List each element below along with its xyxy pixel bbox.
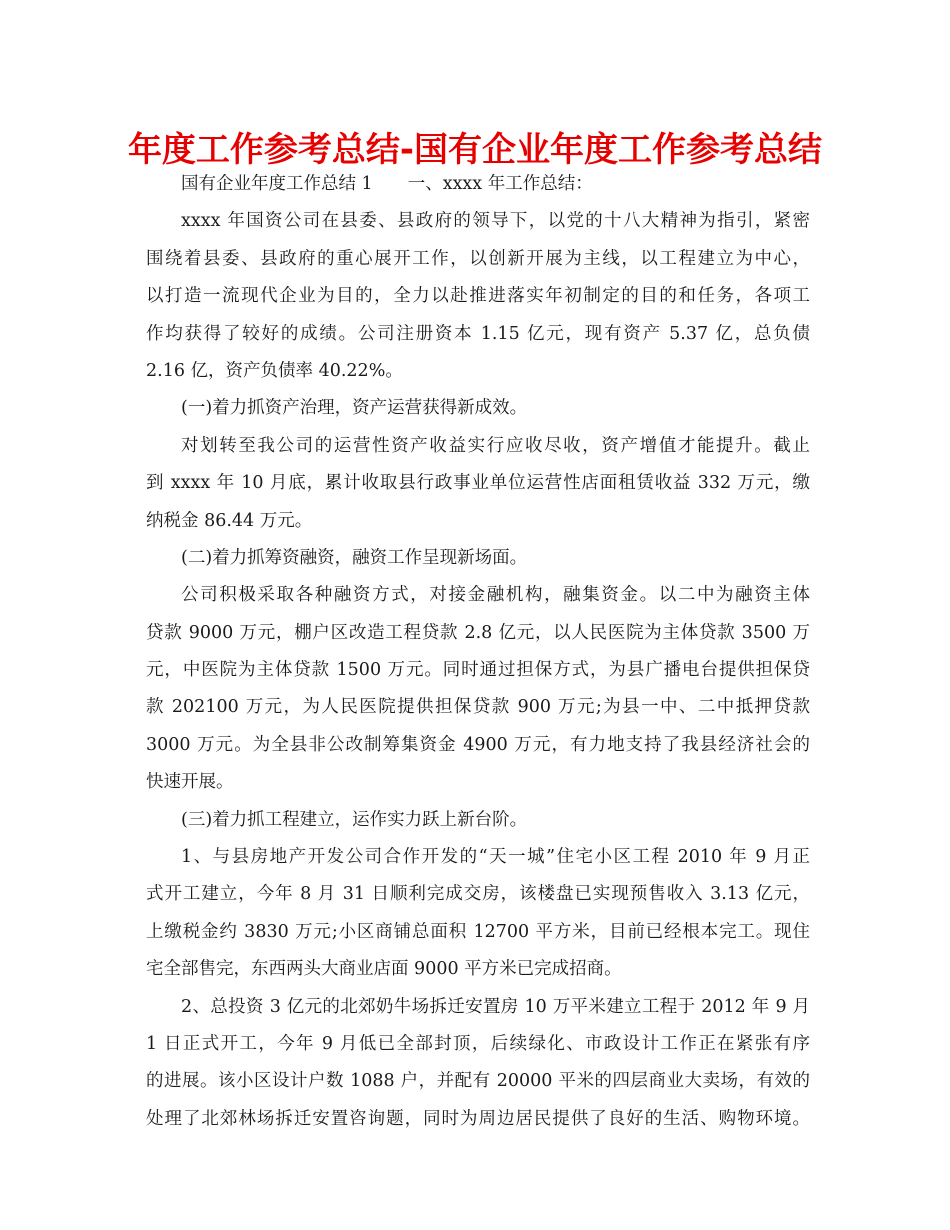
- text-line: (二)着力抓筹资融资，融资工作呈现新场面。: [181, 547, 528, 568]
- text-line: 对划转至我公司的运营性资产收益实行应收尽收，资产增值才能提升。截止: [181, 435, 810, 456]
- text-line: 作均获得了较好的成绩。公司注册资本 1.15 亿元，现有资产 5.37 亿，总负债: [146, 323, 810, 344]
- text-line: 纳税金 86.44 万元。: [146, 510, 313, 531]
- text-line: 处理了北郊林场拆迁安置咨询题，同时为周边居民提供了良好的生活、购物环境。: [146, 1108, 810, 1129]
- text-line: 2、总投资 3 亿元的北郊奶牛场拆迁安置房 10 万平米建立工程于 2012 年 9 月: [181, 996, 810, 1017]
- text-line: xxxx 年国资公司在县委、县政府的领导下，以党的十八大精神为指引，紧密: [181, 211, 810, 232]
- text-line: 快速开展。: [146, 772, 234, 793]
- text-line: 3000 万元。为全县非公改制筹集资金 4900 万元，有力地支持了我县经济社会的: [146, 734, 810, 755]
- text-line: 1、与县房地产开发公司合作开发的“天一城”住宅小区工程 2010 年 9 月正: [181, 847, 810, 868]
- document-title: 年度工作参考总结-国有企业年度工作参考总结: [127, 130, 823, 170]
- text-line: 以打造一流现代企业为目的，全力以赴推进落实年初制定的目的和任务，各项工: [146, 286, 810, 307]
- text-line: 宅全部售完，东西两头大商业店面 9000 平方米已完成招商。: [146, 959, 622, 980]
- text-line: 贷款 9000 万元，棚户区改造工程贷款 2.8 亿元，以人民医院为主体贷款 3500 万: [146, 622, 810, 643]
- text-line: 式开工建立，今年 8 月 31 日顺利完成交房，该楼盘已实现预售收入 3.13 亿元，: [146, 884, 810, 905]
- text-line: 2.16 亿，资产负债率 40.22%。: [146, 360, 403, 381]
- text-line: (一)着力抓资产治理，资产运营获得新成效。: [181, 398, 528, 419]
- text-line: 国有企业年度工作总结 1 一、xxxx 年工作总结：: [181, 174, 593, 194]
- text-line: 公司积极采取各种融资方式，对接金融机构，融集资金。以二中为融资主体: [181, 585, 810, 606]
- text-line: 上缴税金约 3830 万元;小区商铺总面积 12700 平方米，目前已经根本完工。现住: [146, 921, 810, 942]
- text-line: 款 202100 万元，为人民医院提供担保贷款 900 万元;为县一中、二中抵押贷款: [146, 697, 810, 718]
- text-line: 1 日正式开工，今年 9 月低已全部封顶，后续绿化、市政设计工作正在紧张有序: [146, 1033, 810, 1054]
- text-line: 到 xxxx 年 10 月底，累计收取县行政事业单位运营性店面租赁收益 332 万元，缴: [146, 473, 810, 494]
- text-line: 的进展。该小区设计户数 1088 户，并配有 20000 平米的四层商业大卖场，有效的: [146, 1071, 810, 1092]
- text-line: 围绕着县委、县政府的重心展开工作，以创新开展为主线，以工程建立为中心，: [146, 248, 810, 269]
- text-line: 元，中医院为主体贷款 1500 万元。同时通过担保方式，为县广播电台提供担保贷: [146, 660, 810, 681]
- document-body: [146, 166, 810, 1138]
- text-line: (三)着力抓工程建立，运作实力跃上新台阶。: [181, 809, 528, 830]
